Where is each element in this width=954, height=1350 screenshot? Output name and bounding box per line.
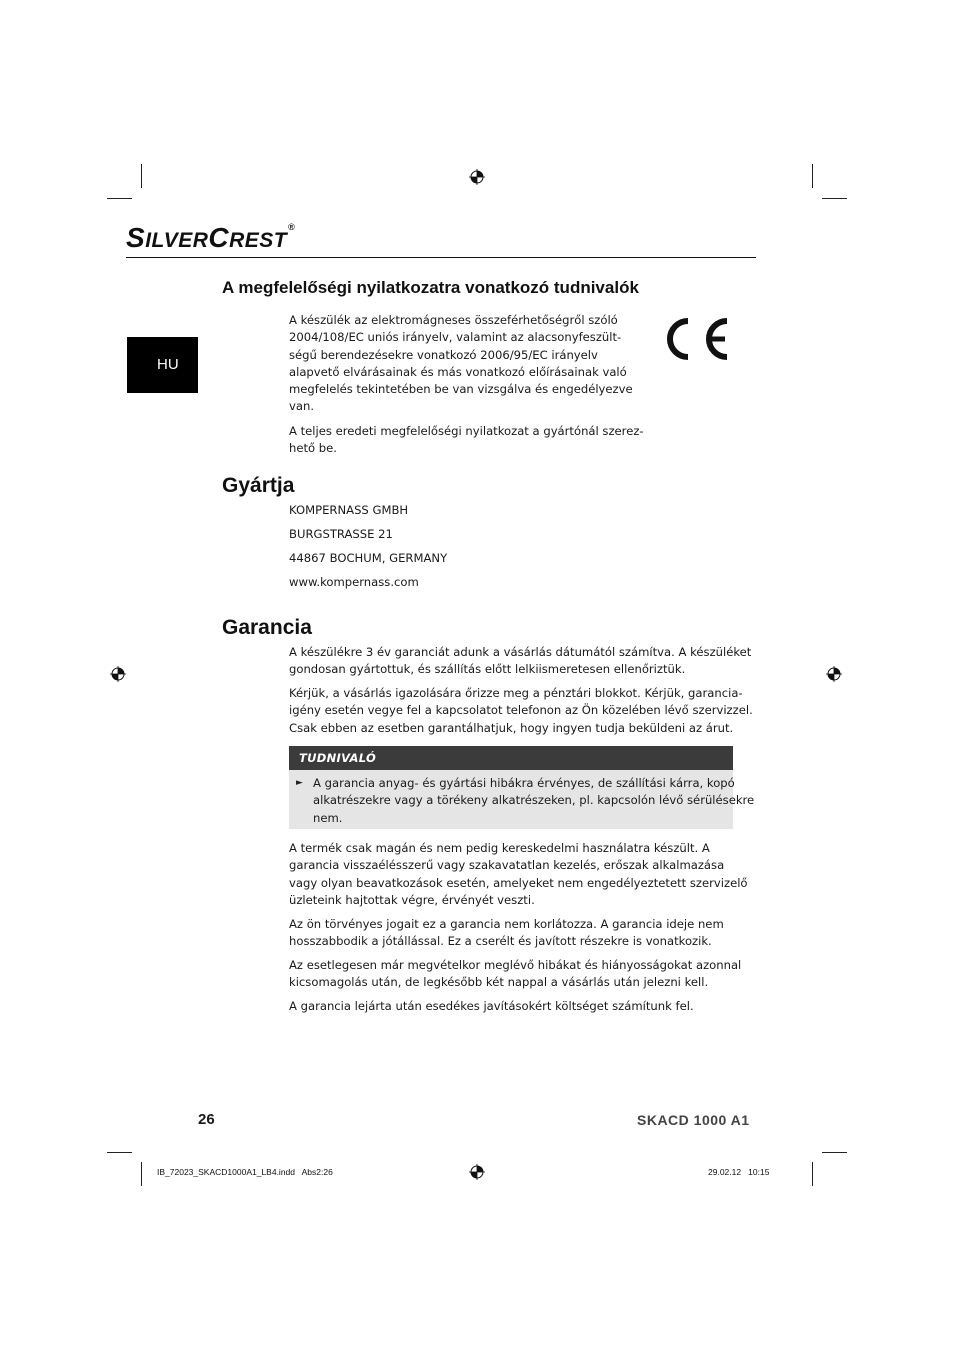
registration-mark-icon — [826, 666, 842, 682]
registration-mark-icon — [469, 1164, 485, 1180]
model-number: SKACD 1000 A1 — [637, 1112, 750, 1128]
page-number: 26 — [198, 1111, 215, 1128]
brand-logo: SILVERCREST® — [126, 222, 296, 253]
warranty-paragraph-1: A készülékre 3 év garanciát adunk a vásárlás dátumától számítva. A készüléket gondosan gyártottuk, és szállítás előtt lelkiismeretesen ellenőriztük. — [289, 645, 752, 677]
crop-mark — [107, 198, 132, 199]
manufacturer-website: www.kompernass.com — [289, 575, 419, 589]
crop-mark — [141, 164, 142, 188]
warranty-heading: Garancia — [222, 616, 312, 639]
warranty-paragraph-6: A garancia lejárta után esedékes javításokért költséget számítunk fel. — [289, 999, 694, 1013]
warranty-paragraph-4: Az ön törvényes jogait ez a garancia nem korlátozza. A garancia ideje nem hosszabbodik a jótállással. Ez a cserélt és javított részekre is vonatkozik. — [289, 917, 724, 949]
note-text: A garancia anyag- és gyártási hibákra érvényes, de szállítási kárra, kopó alkatrészekre vagy a törékeny alkatrészeken, pl. kapcsolón lévő sérülésekre nem. — [313, 776, 755, 825]
registration-mark-icon — [110, 666, 126, 682]
manufacturer-city: 44867 BOCHUM, GERMANY — [289, 551, 448, 565]
conformity-paragraph-1: A készülék az elektromágneses összeférhetőségről szóló 2004/108/EC uniós irányelv, valamint az alacsonyfeszült- ségű berendezésekre vonatkozó 2006/95/EC irányelv alapvető elvárásainak és más vonatkozó előírásainak való megfelelés tekintetében be van vizsgálva és engedélyezve van. — [289, 313, 633, 414]
conformity-paragraph-2: A teljes eredeti megfelelőségi nyilatkozat a gyártónál szerez- hető be. — [289, 424, 644, 456]
crop-mark — [107, 1152, 132, 1153]
manufacturer-name: KOMPERNASS GMBH — [289, 503, 409, 517]
warranty-paragraph-2: Kérjük, a vásárlás igazolására őrizze meg a pénztári blokkot. Kérjük, garancia- igény esetén vegye fel a kapcsolatot telefonon az Ön közelében lévő szervizzel. Csak ebben az esetben garantálhatjuk, hogy ingyen tudja beküldeni az árut. — [289, 686, 753, 735]
header-rule — [126, 257, 756, 258]
conformity-heading: A megfelelőségi nyilatkozatra vonatkozó tudnivalók — [222, 278, 639, 297]
language-tab: HU — [127, 337, 198, 393]
bullet-arrow-icon: ► — [296, 778, 303, 788]
crop-mark — [822, 198, 847, 199]
crop-mark — [141, 1162, 142, 1186]
registration-mark-icon — [469, 169, 485, 185]
manufacturer-heading: Gyártja — [222, 474, 295, 497]
note-box — [289, 746, 755, 829]
note-title-bar: TUDNIVALÓ — [289, 746, 733, 770]
ce-mark-icon — [656, 315, 732, 363]
crop-mark — [812, 1162, 813, 1186]
print-slug-date: 29.02.12 10:15 — [708, 1167, 770, 1177]
print-slug-file: IB_72023_SKACD1000A1_LB4.indd Abs2:26 — [157, 1167, 333, 1177]
warranty-paragraph-5: Az esetlegesen már megvételkor meglévő hibákat és hiányosságokat azonnal kicsomagolás után, de legkésőbb két nappal a vásárlás után jelezni kell. — [289, 958, 742, 990]
crop-mark — [822, 1152, 847, 1153]
crop-mark — [812, 164, 813, 188]
manufacturer-street: BURGSTRASSE 21 — [289, 527, 393, 541]
warranty-paragraph-3: A termék csak magán és nem pedig kereskedelmi használatra készült. A garancia visszaélésszerű vagy szakavatatlan kezelés, erőszak alkalmazása vagy olyan beavatkozások esetén, amelyeket nem engedélyeztetett szervizelő üzleteink hajtottak végre, érvényét veszti. — [289, 841, 748, 907]
